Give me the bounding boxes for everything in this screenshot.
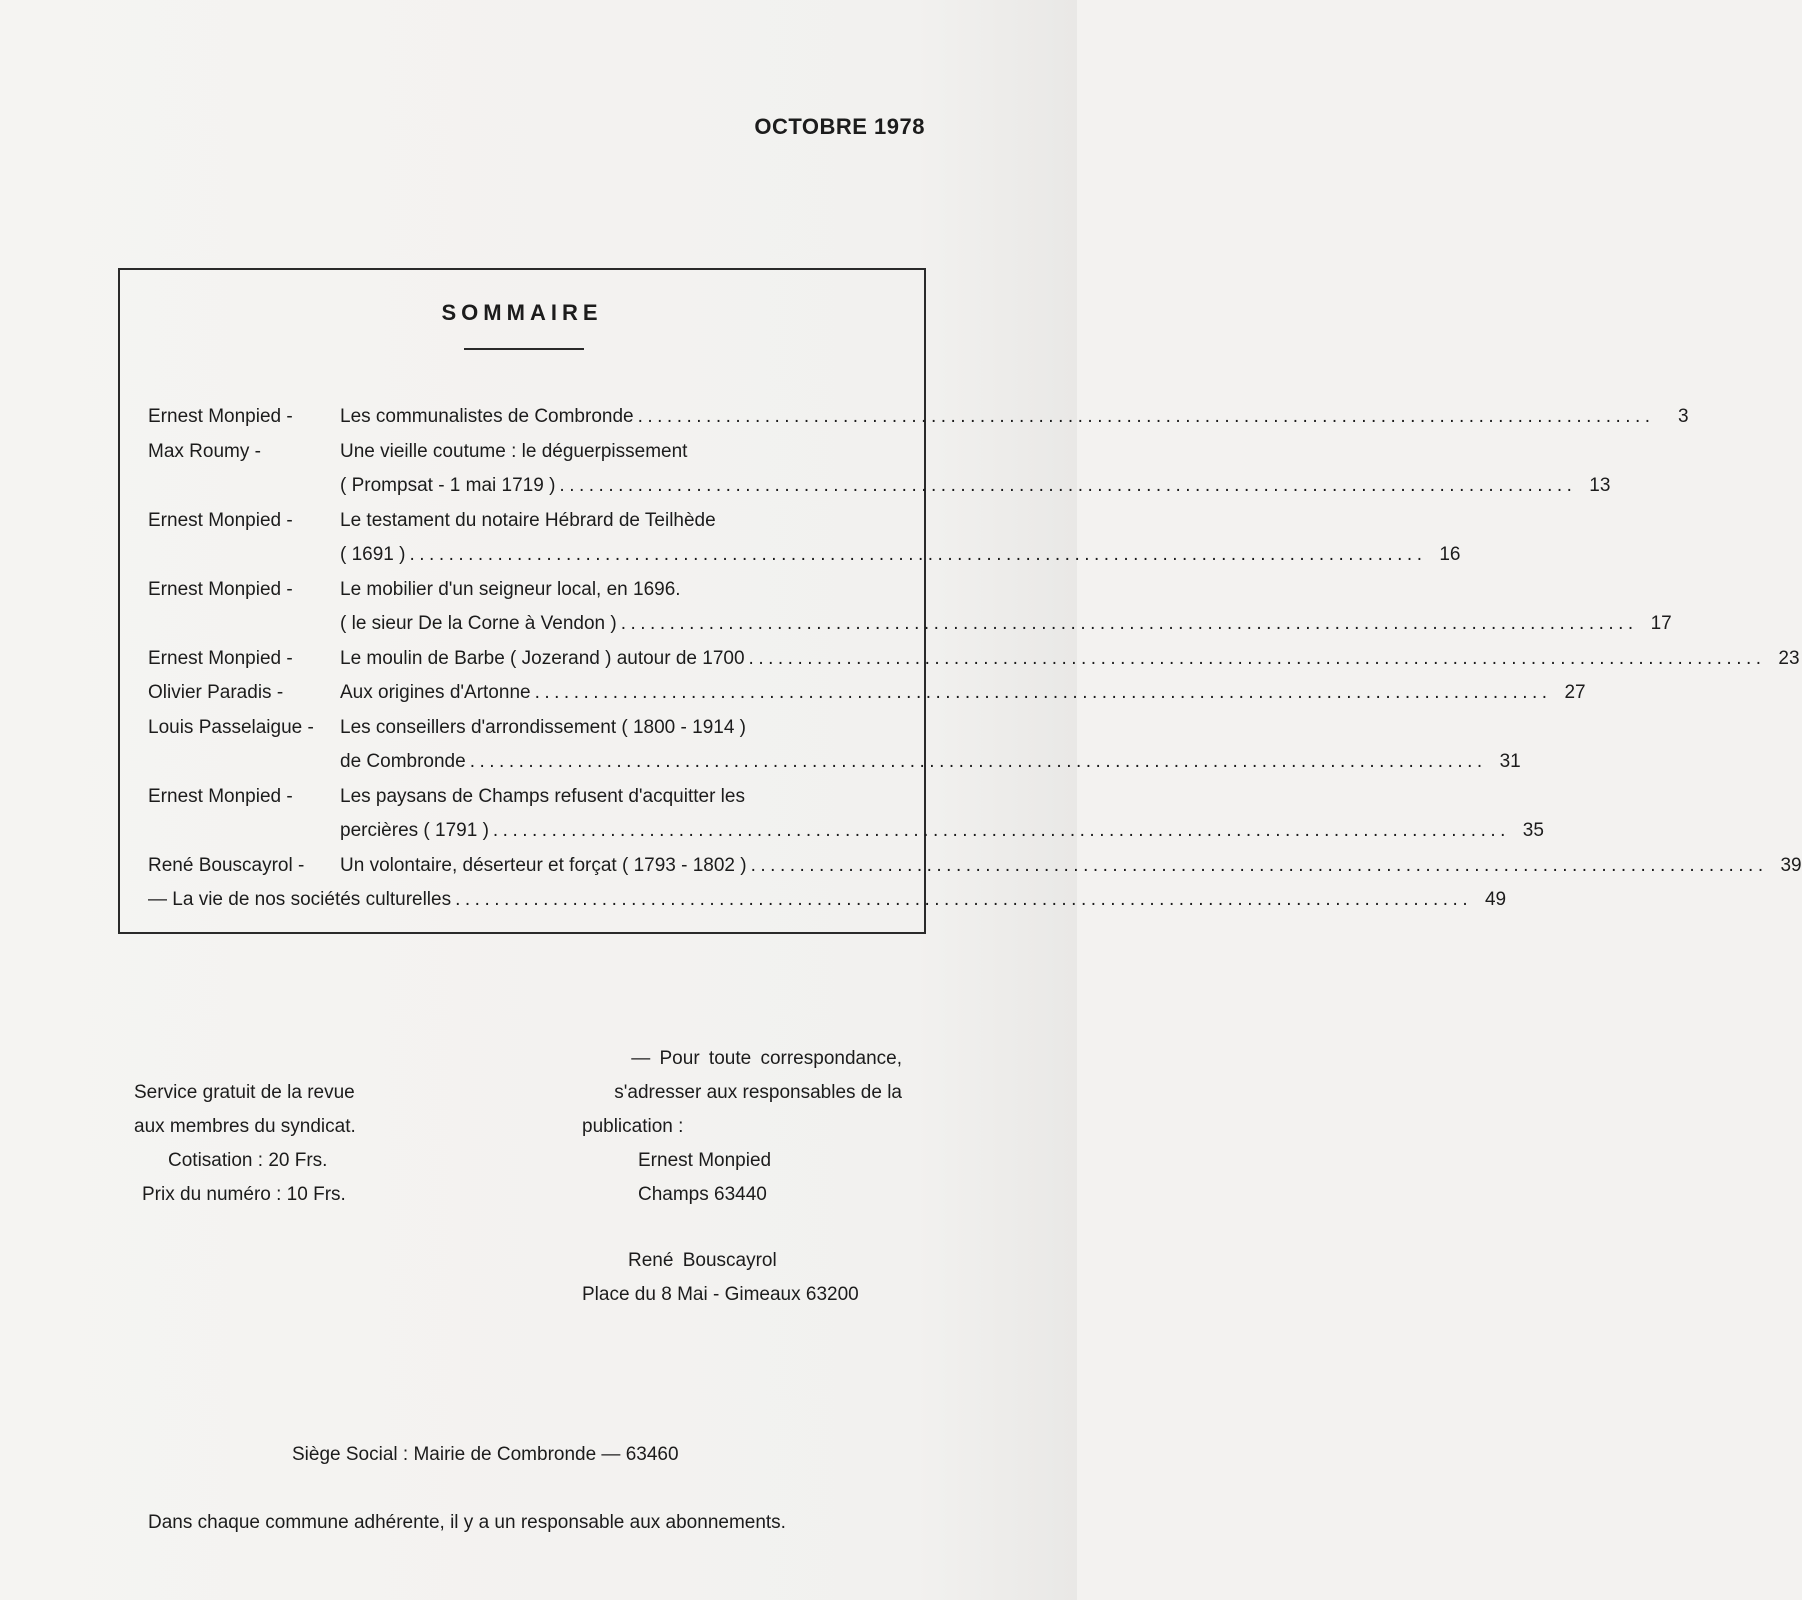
toc-row — [148, 814, 1544, 849]
toc-page: 31 — [1499, 751, 1521, 772]
toc-author: Ernest Monpied - — [148, 647, 293, 669]
toc-page: 49 — [1484, 889, 1507, 910]
summary-title: SOMMAIRE — [441, 300, 603, 325]
head-office: Siège Social : Mairie de Combronde — 63460 — [292, 1444, 679, 1465]
second-contact — [582, 1244, 922, 1312]
issue-date: OCTOBRE 1978 — [754, 114, 925, 139]
toc-title: — La vie de nos sociétés culturelles — [148, 889, 452, 910]
toc-entry — [340, 780, 898, 815]
toc-title: Aux origines d'Artonne — [340, 682, 531, 703]
toc-row — [148, 849, 1802, 884]
toc-leader: ........................................................................................................ — [534, 682, 1552, 703]
toc-title: percières ( 1791 ) — [340, 820, 489, 841]
toc-author: Ernest Monpied - — [148, 578, 293, 600]
toc-author: Ernest Monpied - — [148, 785, 293, 807]
toc-title: ( Prompsat - 1 mai 1719 ) — [340, 475, 556, 496]
correspondence-line: publication : — [582, 1116, 684, 1137]
toc-page: 13 — [1589, 475, 1611, 496]
toc-entry — [340, 504, 898, 539]
toc-leader: ........................................................................................................ — [455, 889, 1473, 910]
toc-title: Les communalistes de Combronde — [340, 406, 634, 427]
toc-entry — [340, 607, 1672, 642]
toc-row — [148, 573, 898, 608]
correspondence-line: s'adresser aux responsables de la — [614, 1082, 902, 1103]
toc-row — [148, 469, 1611, 504]
toc-row — [148, 504, 898, 539]
toc-row — [148, 435, 898, 470]
cotisation: Cotisation : 20 Frs. — [168, 1150, 328, 1171]
toc-row — [148, 711, 898, 746]
title-underline — [464, 348, 584, 350]
toc-row — [148, 676, 1586, 711]
toc-entry — [340, 849, 1802, 884]
toc-leader: ........................................................................................................ — [559, 475, 1577, 496]
toc-row — [148, 538, 1461, 573]
toc-leader: ........................................................................................................ — [637, 406, 1655, 427]
toc-leader: ........................................................................................................ — [469, 751, 1487, 772]
toc-entry — [340, 400, 1689, 435]
toc-author: Louis Passelaigue - — [148, 716, 314, 738]
summary-box — [118, 268, 1802, 934]
service-info — [134, 1076, 434, 1212]
toc-page: 17 — [1650, 613, 1672, 634]
toc-title: Une vieille coutume : le déguerpissement — [340, 440, 688, 462]
toc-entry — [340, 538, 1461, 573]
toc-page: 39 — [1780, 854, 1802, 876]
toc-row — [148, 607, 1672, 642]
toc-page: 35 — [1522, 820, 1544, 841]
contact-address: Place du 8 Mai - Gimeaux 63200 — [582, 1284, 859, 1305]
toc-title: ( le sieur De la Corne à Vendon ) — [340, 613, 617, 634]
toc-entry — [340, 642, 1800, 677]
toc-leader: ........................................................................................................ — [620, 613, 1638, 634]
toc-author: Max Roumy - — [148, 440, 261, 462]
toc-leader: ........................................................................................................ — [409, 544, 1427, 565]
toc-row — [148, 780, 898, 815]
toc-page: 16 — [1439, 544, 1461, 565]
toc-entry — [340, 676, 1586, 711]
toc-author: Ernest Monpied - — [148, 406, 293, 427]
toc-entry — [148, 883, 1507, 918]
toc-title: Le testament du notaire Hébrard de Teilhède — [340, 509, 716, 531]
contact-name: René Bouscayrol — [628, 1250, 777, 1271]
contact-name: Ernest Monpied — [638, 1150, 772, 1171]
toc-title: Le moulin de Barbe ( Jozerand ) autour de 1700 — [340, 647, 745, 669]
toc-page: 23 — [1778, 647, 1800, 669]
toc-entry — [340, 814, 1544, 849]
toc-author: René Bouscayrol - — [148, 854, 305, 876]
toc-title: ( 1691 ) — [340, 544, 406, 565]
toc-leader: ........................................................................................................ — [750, 854, 1768, 876]
toc-entry — [340, 745, 1521, 780]
toc-entry — [340, 573, 898, 608]
toc-title: Un volontaire, déserteur et forçat ( 1793 - 1802 ) — [340, 854, 747, 876]
correspondence-info — [582, 1042, 922, 1212]
toc-title: Les paysans de Champs refusent d'acquitter les — [340, 785, 745, 807]
toc-row — [148, 745, 1521, 780]
toc-row — [148, 883, 1507, 918]
toc-row — [148, 400, 1689, 435]
toc-title: de Combronde — [340, 751, 466, 772]
toc-row — [148, 642, 1800, 677]
toc-title: Les conseillers d'arrondissement ( 1800 - 1914 ) — [340, 716, 747, 738]
toc-author: Ernest Monpied - — [148, 509, 293, 531]
issue-price: Prix du numéro : 10 Frs. — [142, 1184, 346, 1205]
correspondence-line: — Pour toute correspondance, — [631, 1048, 902, 1069]
service-line: aux membres du syndicat. — [134, 1116, 356, 1137]
toc-entry — [340, 711, 898, 746]
footer-note: Dans chaque commune adhérente, il y a un responsable aux abonnements. — [148, 1512, 786, 1533]
contact-address: Champs 63440 — [638, 1184, 767, 1205]
toc-leader: ........................................................................................................ — [492, 820, 1510, 841]
toc-entry — [340, 469, 1611, 504]
toc-leader: ........................................................................................................ — [748, 647, 1766, 669]
toc-title: Le mobilier d'un seigneur local, en 1696. — [340, 578, 681, 600]
table-of-contents — [148, 400, 1802, 918]
toc-page: 27 — [1564, 682, 1586, 703]
toc-entry — [340, 435, 898, 470]
toc-page: 3 — [1678, 406, 1689, 427]
toc-author: Olivier Paradis - — [148, 682, 284, 703]
service-line: Service gratuit de la revue — [134, 1082, 355, 1103]
